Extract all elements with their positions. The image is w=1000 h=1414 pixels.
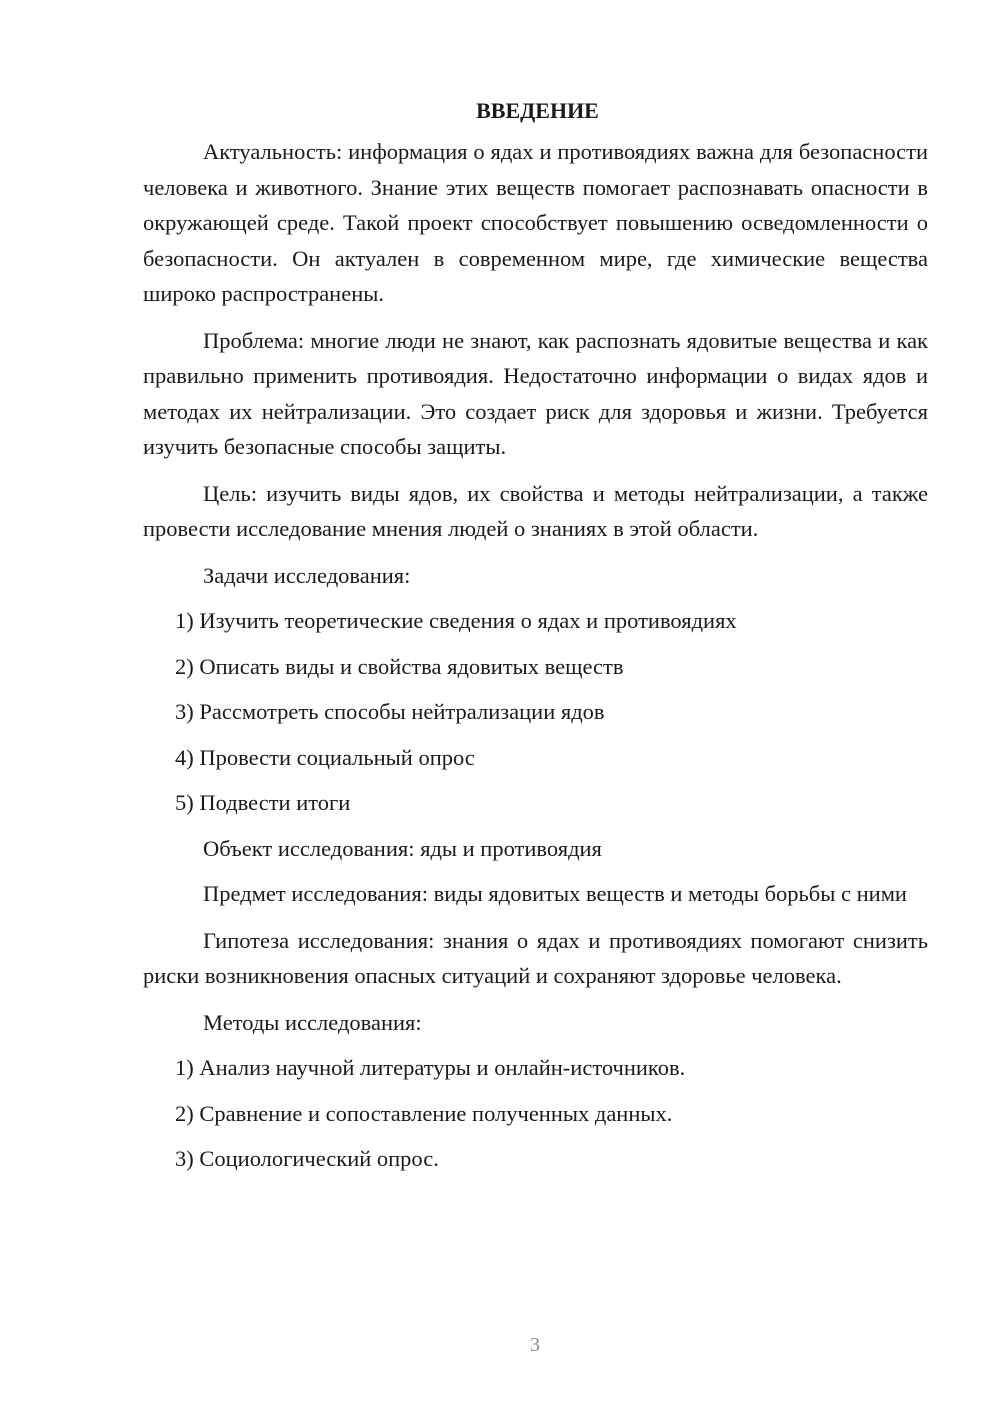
document-page (143, 96, 928, 1187)
subject-paragraph: Предмет исследования: виды ядовитых веществ и методы борьбы с ними (203, 881, 907, 906)
problem-paragraph: Проблема: многие люди не знают, как распознать ядовитые вещества и как правильно применить противоядия. Недостаточно информации о видах ядов и методах их нейтрализации. Это создает риск для здоровья и жизни. Требуется изучить безопасные способы защиты. (143, 327, 928, 459)
task-item: 2) Описать виды и свойства ядовитых веществ (175, 653, 624, 679)
task-item: 3) Рассмотреть способы нейтрализации ядов (175, 699, 605, 724)
object-line: Объект исследования: яды и противоядия (203, 835, 602, 861)
tasks-label: Задачи исследования: (203, 562, 411, 588)
goal-paragraph: Цель: изучить виды ядов, их свойства и методы нейтрализации, а также провести исследование мнения людей о знаниях в этой области. (143, 480, 928, 541)
method-item: 1) Анализ научной литературы и онлайн-источников. (175, 1055, 686, 1080)
relevance-paragraph: Актуальность: информация о ядах и противоядиях важна для безопасности человека и животного. Знание этих веществ помогает распознавать опасности в окружающей среде. Такой проект способствует повышению осведомленности о безопасности. Он актуален в современном мире, где химические вещества широко распространены. (143, 139, 928, 306)
page-number: 3 (530, 1334, 540, 1356)
method-item: 2) Сравнение и сопоставление полученных данных. (175, 1100, 673, 1126)
method-item: 3) Социологический опрос. (175, 1146, 439, 1171)
task-item: 4) Провести социальный опрос (175, 744, 475, 770)
section-title: ВВЕДЕНИЕ (476, 98, 599, 123)
task-item: 1) Изучить теоретические сведения о ядах и противоядиях (175, 608, 737, 633)
task-item: 5) Подвести итоги (175, 790, 351, 815)
methods-label: Методы исследования: (203, 1009, 422, 1035)
hypothesis-paragraph: Гипотеза исследования: знания о ядах и противоядиях помогают снизить риски возникновения опасных ситуаций и сохраняют здоровье человека. (143, 927, 928, 988)
